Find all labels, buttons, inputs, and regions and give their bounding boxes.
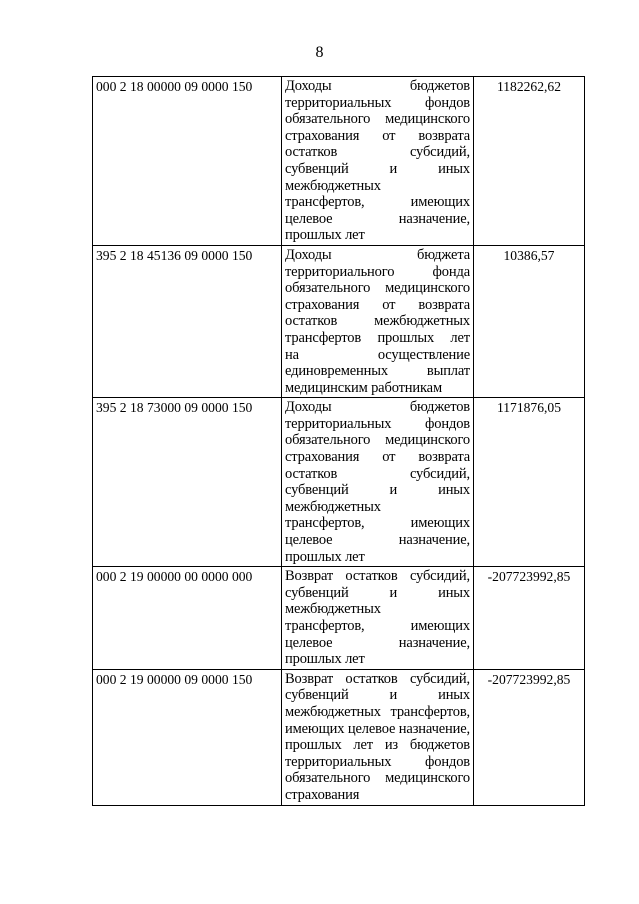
description-line: обязательного медицинского (285, 770, 470, 787)
description-line: целевое назначение, (285, 634, 470, 651)
description-line: целевое назначение, (285, 532, 470, 549)
description-line: медицинским работникам (285, 379, 442, 396)
description-cell (282, 77, 474, 246)
description-line: трансфертов прошлых лет (285, 329, 470, 346)
description-line: трансфертов, имеющих (285, 515, 470, 532)
budget-table (92, 76, 585, 806)
description-line: субвенций и иных (285, 160, 470, 177)
description-line: страхования от возврата (285, 127, 470, 144)
description-line: единовременных выплат (285, 363, 470, 380)
description-line: трансфертов, имеющих (285, 618, 470, 634)
description-line: Возврат остатков субсидий, (285, 568, 470, 585)
amount-cell: 1182262,62 (474, 77, 585, 246)
budget-table-body (93, 77, 585, 806)
table-row (93, 567, 585, 670)
description-line: страхования от возврата (285, 296, 470, 313)
description-line: обязательного медицинского (285, 111, 470, 128)
description-cell (282, 567, 474, 670)
amount-cell: 1171876,05 (474, 398, 585, 567)
description-line: Доходы бюджетов (285, 78, 470, 94)
description-line: остатков субсидий, (285, 465, 470, 482)
amount-cell: -207723992,85 (474, 669, 585, 805)
description-line: территориальных фондов (285, 415, 470, 432)
description-line: субвенций и иных (285, 584, 470, 601)
description-line: территориального фонда (285, 263, 470, 280)
budget-code-cell: 000 2 19 00000 00 0000 000 (93, 567, 282, 670)
amount-cell: -207723992,85 (474, 567, 585, 670)
description-cell (282, 245, 474, 397)
budget-code-cell: 000 2 19 00000 09 0000 150 (93, 669, 282, 805)
description-line: прошлых лет (285, 651, 365, 668)
budget-code-cell: 395 2 18 45136 09 0000 150 (93, 245, 282, 397)
description-line: субвенций и иных (285, 482, 470, 499)
amount-cell: 10386,57 (474, 245, 585, 397)
description-line: трансфертов, имеющих (285, 194, 470, 211)
description-cell (282, 669, 474, 805)
table-row (93, 245, 585, 397)
description-line: прошлых лет (285, 227, 365, 244)
description-line: остатков субсидий, (285, 144, 470, 161)
table-row (93, 669, 585, 805)
description-line: на осуществление (285, 346, 470, 363)
description-line: обязательного медицинского (285, 280, 470, 297)
budget-code-cell: 000 2 18 00000 09 0000 150 (93, 77, 282, 246)
description-line: межбюджетных (285, 498, 381, 515)
description-line: имеющих целевое назначение, (285, 720, 470, 737)
description-line: межбюджетных (285, 177, 381, 194)
description-line: прошлых лет из бюджетов (285, 737, 470, 754)
page-number: 8 (315, 44, 324, 61)
description-line: Доходы бюджетов (285, 399, 470, 416)
description-line: прошлых лет (285, 548, 365, 565)
table-row (93, 77, 585, 246)
description-line: остатков межбюджетных (285, 313, 470, 330)
description-line: страхования (285, 786, 360, 803)
table-row (93, 398, 585, 567)
description-line: целевое назначение, (285, 210, 470, 227)
description-line: межбюджетных (285, 601, 381, 618)
description-line: обязательного медицинского (285, 432, 470, 449)
description-line: Доходы бюджета (285, 246, 470, 263)
description-line: межбюджетных трансфертов, (285, 703, 470, 720)
description-line: Возврат остатков субсидий, (285, 670, 470, 687)
description-line: территориальных фондов (285, 94, 470, 111)
description-line: территориальных фондов (285, 753, 470, 770)
description-cell (282, 398, 474, 567)
description-line: субвенций и иных (285, 687, 470, 704)
description-line: страхования от возврата (285, 449, 470, 466)
budget-code-cell: 395 2 18 73000 09 0000 150 (93, 398, 282, 567)
